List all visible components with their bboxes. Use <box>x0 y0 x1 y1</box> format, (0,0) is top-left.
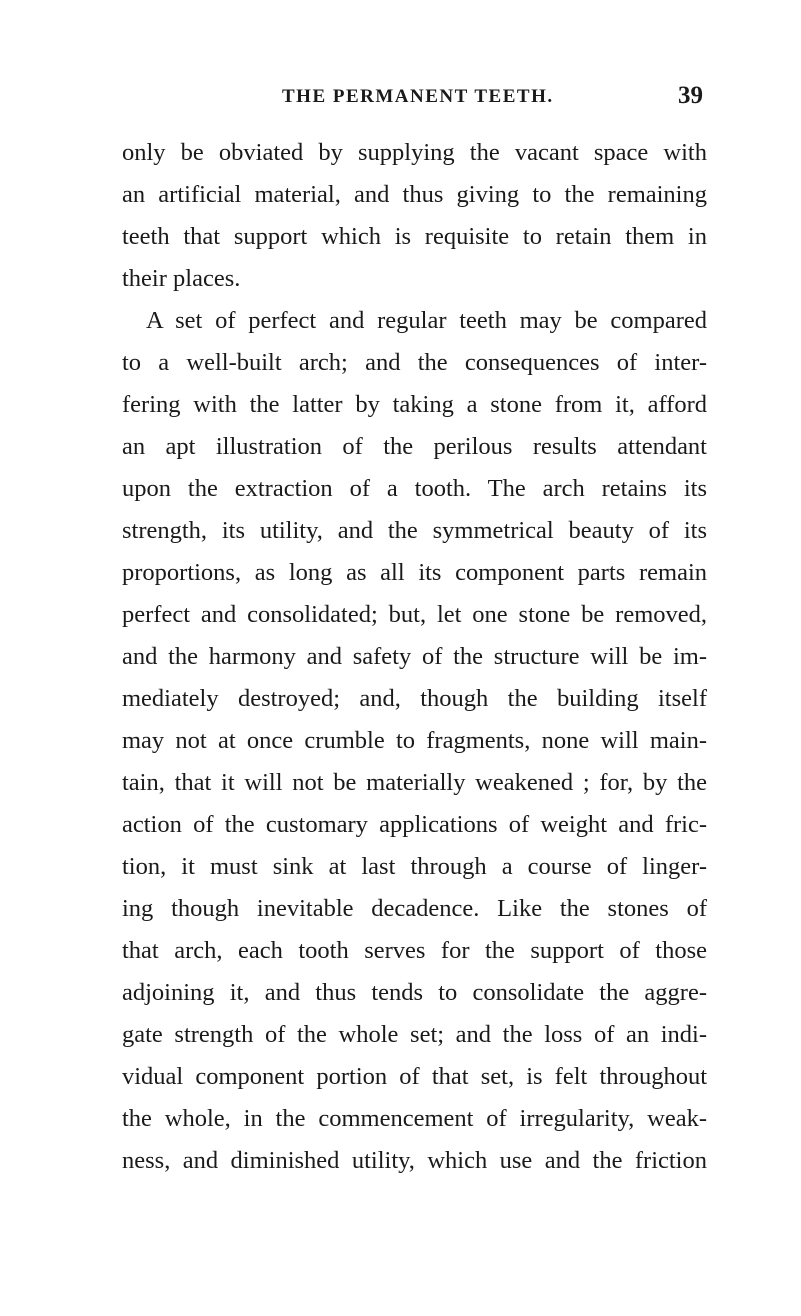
text-line: that arch, each tooth serves for the support of those <box>122 937 707 964</box>
text-line: and the harmony and safety of the structure will be im- <box>122 643 707 670</box>
text-line: A set of perfect and regular teeth may be compared <box>146 307 707 334</box>
text-line: their places. <box>122 265 241 292</box>
text-line: an artificial material, and thus giving to the remaining <box>122 181 707 208</box>
text-line: ness, and diminished utility, which use and the friction <box>122 1147 707 1174</box>
text-line: upon the extraction of a tooth. The arch retains its <box>122 475 707 502</box>
text-line: gate strength of the whole set; and the loss of an indi- <box>122 1021 707 1048</box>
page-number: 39 <box>678 82 703 109</box>
running-title: THE PERMANENT TEETH. <box>282 86 554 107</box>
text-line: ing though inevitable decadence. Like the stones of <box>122 895 707 922</box>
text-line: action of the customary applications of weight and fric- <box>122 811 707 838</box>
text-line: mediately destroyed; and, though the building itself <box>122 685 707 712</box>
text-line: proportions, as long as all its component parts remain <box>122 559 707 586</box>
text-line: vidual component portion of that set, is felt throughout <box>122 1063 707 1090</box>
text-line: an apt illustration of the perilous results attendant <box>122 433 707 460</box>
text-line: fering with the latter by taking a stone from it, afford <box>122 391 707 418</box>
text-line: to a well-built arch; and the consequences of inter- <box>122 349 707 376</box>
text-line: perfect and consolidated; but, let one stone be removed, <box>122 601 707 628</box>
text-line: only be obviated by supplying the vacant space with <box>122 139 707 166</box>
text-line: teeth that support which is requisite to retain them in <box>122 223 707 250</box>
text-line: adjoining it, and thus tends to consolidate the aggre- <box>122 979 707 1006</box>
text-line: the whole, in the commencement of irregularity, weak- <box>122 1105 707 1132</box>
running-head <box>0 82 801 116</box>
text-line: may not at once crumble to fragments, none will main- <box>122 727 707 754</box>
text-line: strength, its utility, and the symmetrical beauty of its <box>122 517 707 544</box>
text-line: tain, that it will not be materially weakened ; for, by the <box>122 769 707 796</box>
text-line: tion, it must sink at last through a course of linger- <box>122 853 707 880</box>
